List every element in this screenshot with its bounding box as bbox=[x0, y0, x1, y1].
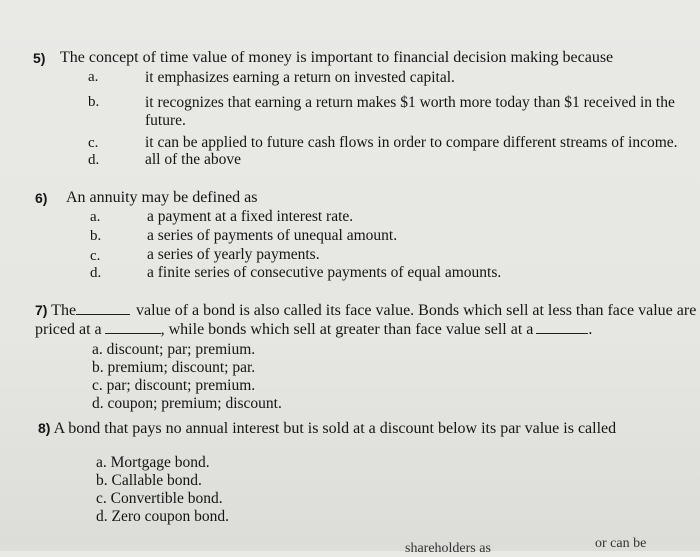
q7-option-a bbox=[92, 342, 255, 358]
q7-option-c-text: par; discount; premium. bbox=[106, 377, 256, 394]
q7-option-c-letter: c. bbox=[92, 377, 103, 394]
q8-option-a-letter: a. bbox=[96, 454, 107, 471]
q7-option-a-letter: a. bbox=[92, 341, 103, 358]
q6-option-d-text: a finite series of consecutive payments of equal amounts. bbox=[147, 264, 502, 281]
q5-option-a-letter: a. bbox=[88, 69, 99, 85]
q8-option-c-text: Convertible bond. bbox=[110, 490, 223, 507]
q7-option-d bbox=[92, 396, 282, 412]
q8-option-b-text: Callable bond. bbox=[111, 472, 202, 489]
q7-option-d-letter: d. bbox=[92, 395, 104, 412]
q5-option-a-text: it emphasizes earning a return on invested capital. bbox=[145, 69, 455, 86]
q7-option-b-letter: b. bbox=[92, 359, 104, 376]
q7-option-d-text: coupon; premium; discount. bbox=[107, 395, 282, 412]
question-7-number: 7) bbox=[35, 302, 48, 318]
q6-option-b-letter: b. bbox=[90, 228, 102, 244]
q6-option-c-text: a series of yearly payments. bbox=[147, 246, 320, 263]
q5-option-c-text: it can be applied to future cash flows in order to compare different streams of income. bbox=[145, 134, 678, 151]
cutoff-text-right: or can be bbox=[595, 536, 647, 551]
question-7-line-2 bbox=[35, 322, 592, 338]
question-7-line-1 bbox=[35, 303, 696, 319]
blank-1 bbox=[76, 313, 130, 315]
q7-option-b-text: premium; discount; par. bbox=[107, 359, 256, 376]
question-7-stem-b: value of a bond is also called its face value. Bonds which sell at less than face value are bbox=[136, 302, 697, 319]
q8-option-c bbox=[96, 491, 223, 507]
cutoff-text-left: shareholders as bbox=[405, 541, 491, 556]
q7-option-c bbox=[92, 378, 255, 394]
question-7-stem-e: . bbox=[588, 321, 593, 338]
blank-3 bbox=[536, 332, 588, 334]
question-5-number: 5) bbox=[33, 50, 46, 66]
question-8-line-1 bbox=[38, 421, 616, 437]
q5-option-d-text: all of the above bbox=[145, 151, 241, 168]
q6-option-a-text: a payment at a fixed interest rate. bbox=[147, 208, 354, 225]
blank-2 bbox=[105, 332, 161, 334]
question-6-stem: An annuity may be defined as bbox=[66, 189, 258, 206]
q5-option-b-continuation: future. bbox=[145, 112, 186, 129]
q5-option-b-letter: b. bbox=[88, 94, 100, 110]
q6-option-c-letter: c. bbox=[90, 248, 101, 264]
q8-option-b bbox=[96, 473, 202, 489]
question-7-stem-d: , while bonds which sell at greater than face value sell at a bbox=[160, 321, 534, 338]
question-5-stem: The concept of time value of money is important to financial decision making because bbox=[60, 49, 614, 66]
q8-option-d-letter: d. bbox=[96, 508, 108, 525]
q5-option-b-text: it recognizes that earning a return makes $1 worth more today than $1 received in the bbox=[145, 94, 675, 111]
question-8-stem: A bond that pays no annual interest but is sold at a discount below its par value is called bbox=[53, 420, 617, 437]
q8-option-c-letter: c. bbox=[96, 490, 107, 507]
q8-option-d-text: Zero coupon bond. bbox=[111, 508, 230, 525]
question-8-number: 8) bbox=[38, 420, 51, 436]
q6-option-a-letter: a. bbox=[90, 209, 101, 225]
q5-option-d-letter: d. bbox=[88, 152, 100, 168]
question-6-number: 6) bbox=[35, 190, 48, 206]
q6-option-d-letter: d. bbox=[90, 265, 102, 281]
q7-option-b bbox=[92, 360, 255, 376]
q8-option-b-letter: b. bbox=[96, 472, 108, 489]
q8-option-a bbox=[96, 455, 210, 471]
question-7-stem-c: priced at a bbox=[35, 321, 102, 338]
q5-option-c-letter: c. bbox=[88, 135, 99, 151]
q8-option-d bbox=[96, 509, 229, 525]
question-7-stem-a: The bbox=[51, 302, 77, 319]
q7-option-a-text: discount; par; premium. bbox=[106, 341, 256, 358]
q6-option-b-text: a series of payments of unequal amount. bbox=[147, 227, 398, 244]
q8-option-a-text: Mortgage bond. bbox=[110, 454, 210, 471]
